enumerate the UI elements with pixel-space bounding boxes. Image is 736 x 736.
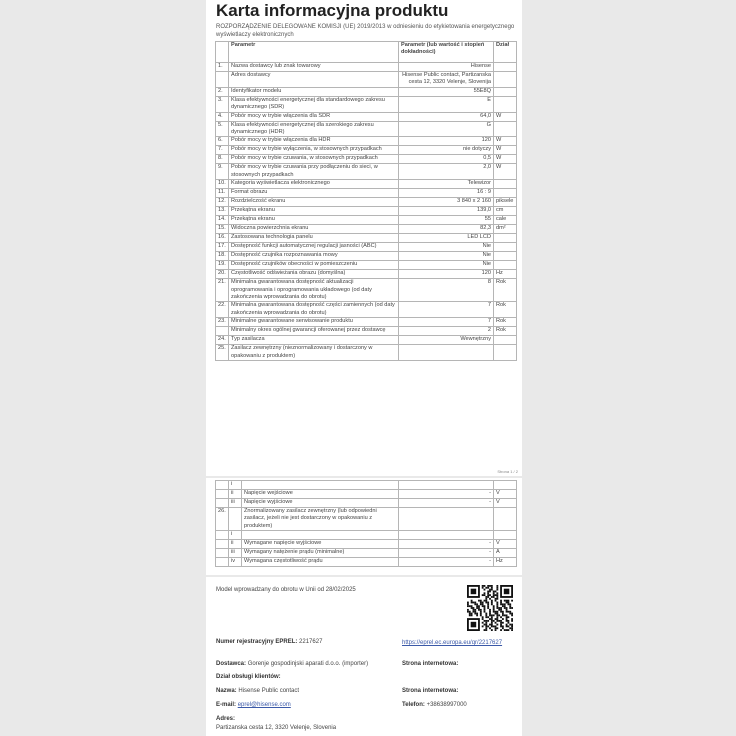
row-unit (494, 508, 517, 531)
row-unit: W (494, 146, 517, 155)
row-parameter: Zastosowana technologia panelu (229, 234, 399, 243)
table-row (216, 490, 517, 499)
row-value: - (399, 490, 494, 499)
row-unit: W (494, 164, 517, 180)
phone-label: Telefon: (402, 702, 425, 708)
qr-code-icon[interactable] (467, 585, 513, 631)
phone-value: +38638997000 (426, 702, 467, 708)
table-row (216, 558, 517, 567)
row-value: Nie (399, 252, 494, 261)
address-value: Partizanska cesta 12, 3320 Velenje, Slovenia (216, 725, 337, 731)
row-parameter: Minimalna gwarantowana dostępność aktualizacji oprogramowania i oprogramowania układowego (od daty zakończenia wprowadzania do obrotu) (229, 279, 399, 302)
row-number (216, 540, 229, 549)
label-page-1 (206, 0, 522, 476)
table-row (216, 270, 517, 279)
row-parameter: Klasa efektywności energetycznej dla szerokiego zakresu dynamicznego (HDR) (229, 121, 399, 137)
row-value: 64,0 (399, 112, 494, 121)
row-number: 8. (216, 155, 229, 164)
table-row (216, 96, 517, 112)
row-parameter: Znormalizowany zasilacz zewnętrzny (lub odpowiedni zasilacz, jeżeli nie jest dostarczony w opakowaniu z produktem) (242, 508, 399, 531)
table-row (216, 318, 517, 327)
table-row (216, 137, 517, 146)
name-value: Hisense Public contact (238, 688, 300, 694)
row-subindex: iv (229, 558, 242, 567)
row-parameter: Pobór mocy w trybie włączenia dla SDR (229, 112, 399, 121)
row-value: 7 (399, 318, 494, 327)
row-number: 9. (216, 164, 229, 180)
row-value: Hisense Public contact, Partizanska cesta 12, 3320 Velenje, Slovenija (399, 72, 494, 88)
row-unit: Rok (494, 318, 517, 327)
row-unit (494, 189, 517, 198)
row-value: 55 (399, 216, 494, 225)
table-row (216, 549, 517, 558)
row-number: 14. (216, 216, 229, 225)
row-unit: Rok (494, 327, 517, 336)
table-row (216, 63, 517, 72)
document-title: Karta informacyjna produktu (216, 1, 449, 20)
website-label-2: Strona internetowa: (402, 688, 459, 694)
row-parameter: Kategoria wyświetlacza elektronicznego (229, 180, 399, 189)
row-number (216, 327, 229, 336)
footer-section (206, 577, 522, 736)
row-value (399, 345, 494, 361)
row-unit (494, 121, 517, 137)
table-row (216, 302, 517, 318)
row-number: 19. (216, 261, 229, 270)
row-unit (494, 336, 517, 345)
row-value: 3 840 x 2 160 (399, 198, 494, 207)
row-value: 139,0 (399, 207, 494, 216)
table-row (216, 180, 517, 189)
row-value: - (399, 558, 494, 567)
table-row (216, 540, 517, 549)
table-row (216, 225, 517, 234)
row-parameter: Klasa efektywności energetycznej dla standardowego zakresu dynamicznego (SDR) (229, 96, 399, 112)
table-row (216, 72, 517, 88)
row-number (216, 549, 229, 558)
row-parameter: Minimalna gwarantowana dostępność części zamiennych (od daty zakończenia wprowadzania do obrotu) (229, 302, 399, 318)
row-value: E (399, 96, 494, 112)
row-value: Nie (399, 261, 494, 270)
eprel-label: Numer rejestracyjny EPREL: (216, 639, 298, 645)
row-number: 23. (216, 318, 229, 327)
row-parameter: Dostępność czujnika rozpoznawania mowy (229, 252, 399, 261)
row-parameter: Wymagany natężenie prądu (minimalne) (242, 549, 399, 558)
table-row (216, 146, 517, 155)
row-value (399, 481, 494, 490)
row-unit: piksele (494, 198, 517, 207)
row-parameter: Wymagane napięcie wyjściowe (242, 540, 399, 549)
row-subindex: i (229, 481, 242, 490)
website-label: Strona internetowa: (402, 661, 459, 667)
table-row (216, 87, 517, 96)
row-unit: cale (494, 216, 517, 225)
row-number: 6. (216, 137, 229, 146)
row-parameter: Widoczna powierzchnia ekranu (229, 225, 399, 234)
table-row (216, 112, 517, 121)
power-supply-table (215, 480, 517, 567)
row-value (399, 508, 494, 531)
row-value: nie dotyczy (399, 146, 494, 155)
row-value: 55E8Q (399, 87, 494, 96)
row-number: 10. (216, 180, 229, 189)
row-number: 12. (216, 198, 229, 207)
row-parameter: Pobór mocy w trybie włączenia dla HDR (229, 137, 399, 146)
row-value: - (399, 549, 494, 558)
row-number (216, 490, 229, 499)
row-value: - (399, 499, 494, 508)
row-unit: W (494, 112, 517, 121)
header-param: Parametr (229, 42, 399, 63)
table-row (216, 164, 517, 180)
row-subindex: iii (229, 499, 242, 508)
row-parameter: Wymagana częstotliwość prądu (242, 558, 399, 567)
email-link[interactable]: eprel@hisense.com (237, 702, 291, 708)
row-number: 4. (216, 112, 229, 121)
row-number (216, 531, 229, 540)
row-number: 24. (216, 336, 229, 345)
table-row (216, 345, 517, 361)
eprel-link[interactable]: https://eprel.ec.europa.eu/qr/2217627 (402, 640, 503, 646)
row-number: 22. (216, 302, 229, 318)
row-parameter: Minimalne gwarantowane serwisowanie produktu (229, 318, 399, 327)
row-parameter: Adres dostawcy (229, 72, 399, 88)
row-parameter: Minimalny okres ogólnej gwarancji oferowanej przez dostawcę (229, 327, 399, 336)
row-number: 18. (216, 252, 229, 261)
row-number: 13. (216, 207, 229, 216)
row-parameter: Format obrazu (229, 189, 399, 198)
row-value: Nie (399, 243, 494, 252)
regulation-text: ROZPORZĄDZENIE DELEGOWANE KOMISJI (UE) 2019/2013 w odniesieniu do etykietowania energetycznego wyświetlaczy elektronicznych (216, 24, 515, 38)
row-parameter: Dostępność czujników obecności w pomieszczeniu (229, 261, 399, 270)
row-value: 8 (399, 279, 494, 302)
row-parameter: Napięcie wyjściowe (242, 499, 399, 508)
page-number: Strona 1 / 2 (497, 469, 518, 474)
table-row (216, 481, 517, 490)
email-label: E-mail: (216, 702, 237, 708)
row-value: LED LCD (399, 234, 494, 243)
row-unit: cm (494, 207, 517, 216)
address-label: Adres: (216, 716, 236, 722)
table-row (216, 252, 517, 261)
row-subindex: ii (229, 540, 242, 549)
row-number: 21. (216, 279, 229, 302)
row-unit: Hz (494, 558, 517, 567)
row-parameter: Częstotliwość odświeżania obrazu (domyślna) (229, 270, 399, 279)
row-number (216, 481, 229, 490)
row-unit: Rok (494, 279, 517, 302)
row-number: 3. (216, 96, 229, 112)
eprel-number: 2217627 (299, 639, 323, 645)
row-unit: W (494, 137, 517, 146)
table-row (216, 243, 517, 252)
row-unit: A (494, 549, 517, 558)
row-number: 11. (216, 189, 229, 198)
row-number (216, 499, 229, 508)
supplier-value: Gorenje gospodinjski aparati d.o.o. (importer) (247, 661, 369, 667)
row-unit (494, 481, 517, 490)
row-value: - (399, 540, 494, 549)
row-number: 5. (216, 121, 229, 137)
label-page-2 (206, 478, 522, 575)
row-subindex: i (229, 531, 242, 540)
row-value: 120 (399, 270, 494, 279)
row-unit (494, 345, 517, 361)
row-value: Telewizor (399, 180, 494, 189)
row-number: 17. (216, 243, 229, 252)
row-value: 7 (399, 302, 494, 318)
row-value: Hisense (399, 63, 494, 72)
row-parameter: Przekątna ekranu (229, 207, 399, 216)
row-parameter (242, 481, 399, 490)
row-parameter: Napięcie wejściowe (242, 490, 399, 499)
row-parameter: Przekątna ekranu (229, 216, 399, 225)
header-unit: Dział (494, 42, 517, 63)
header-value: Parametr (lub wartość i stopień dokładności) (399, 42, 494, 63)
row-number: 16. (216, 234, 229, 243)
row-number: 15. (216, 225, 229, 234)
row-parameter: Zasilacz zewnętrzny (nieznormalizowany i dostarczony w opakowaniu z produktem) (229, 345, 399, 361)
table-row (216, 531, 517, 540)
row-number: 20. (216, 270, 229, 279)
row-value: Wewnętrzny (399, 336, 494, 345)
row-unit (494, 180, 517, 189)
table-row (216, 336, 517, 345)
row-number: 25. (216, 345, 229, 361)
row-unit (494, 243, 517, 252)
service-label: Dział obsługi klientów: (216, 674, 281, 680)
table-row (216, 216, 517, 225)
row-unit: V (494, 499, 517, 508)
row-unit (494, 234, 517, 243)
table-row (216, 234, 517, 243)
row-parameter: Pobór mocy w trybie czuwania, w stosownych przypadkach (229, 155, 399, 164)
row-unit: V (494, 490, 517, 499)
row-unit: dm² (494, 225, 517, 234)
row-unit (494, 96, 517, 112)
row-value: 82,3 (399, 225, 494, 234)
supplier-label: Dostawca: (216, 661, 247, 667)
row-unit: W (494, 155, 517, 164)
row-number: 1. (216, 63, 229, 72)
row-unit (494, 252, 517, 261)
row-parameter: Typ zasilacza (229, 336, 399, 345)
row-number: 7. (216, 146, 229, 155)
row-number: 26. (216, 508, 229, 531)
row-value: 2 (399, 327, 494, 336)
row-parameter: Nazwa dostawcy lub znak towarowy (229, 63, 399, 72)
table-row (216, 499, 517, 508)
row-value: 16 : 9 (399, 189, 494, 198)
row-number: 2. (216, 87, 229, 96)
row-number (216, 72, 229, 88)
row-value: 120 (399, 137, 494, 146)
table-row (216, 198, 517, 207)
row-value (399, 531, 494, 540)
row-value: 0,5 (399, 155, 494, 164)
row-unit (494, 87, 517, 96)
row-subindex: iii (229, 549, 242, 558)
row-subindex: ii (229, 490, 242, 499)
row-value: G (399, 121, 494, 137)
table-row (216, 508, 517, 531)
row-number (216, 558, 229, 567)
row-unit (494, 261, 517, 270)
row-parameter: Rozdzielczość ekranu (229, 198, 399, 207)
row-parameter: Pobór mocy w trybie czuwania przy podłączeniu do sieci, w stosownych przypadkach (229, 164, 399, 180)
row-unit (494, 72, 517, 88)
row-parameter: Identyfikator modelu (229, 87, 399, 96)
row-unit: Rok (494, 302, 517, 318)
table-header (216, 42, 517, 63)
table-row (216, 121, 517, 137)
table-row (216, 279, 517, 302)
row-value: 2,0 (399, 164, 494, 180)
table-row (216, 261, 517, 270)
row-parameter: Pobór mocy w trybie wyłączenia, w stosownych przypadkach (229, 146, 399, 155)
table-row (216, 189, 517, 198)
row-subindex (229, 508, 242, 531)
table-row (216, 155, 517, 164)
row-parameter: Dostępność funkcji automatycznej regulacji jasności (ABC) (229, 243, 399, 252)
spec-table (215, 41, 517, 361)
row-parameter (242, 531, 399, 540)
table-row (216, 207, 517, 216)
row-unit (494, 63, 517, 72)
name-label: Nazwa: (216, 688, 237, 694)
row-unit (494, 531, 517, 540)
market-date: Model wprowadzany do obrotu w Unii od 28/02/2025 (216, 587, 356, 593)
row-unit: Hz (494, 270, 517, 279)
row-unit: V (494, 540, 517, 549)
table-row (216, 327, 517, 336)
